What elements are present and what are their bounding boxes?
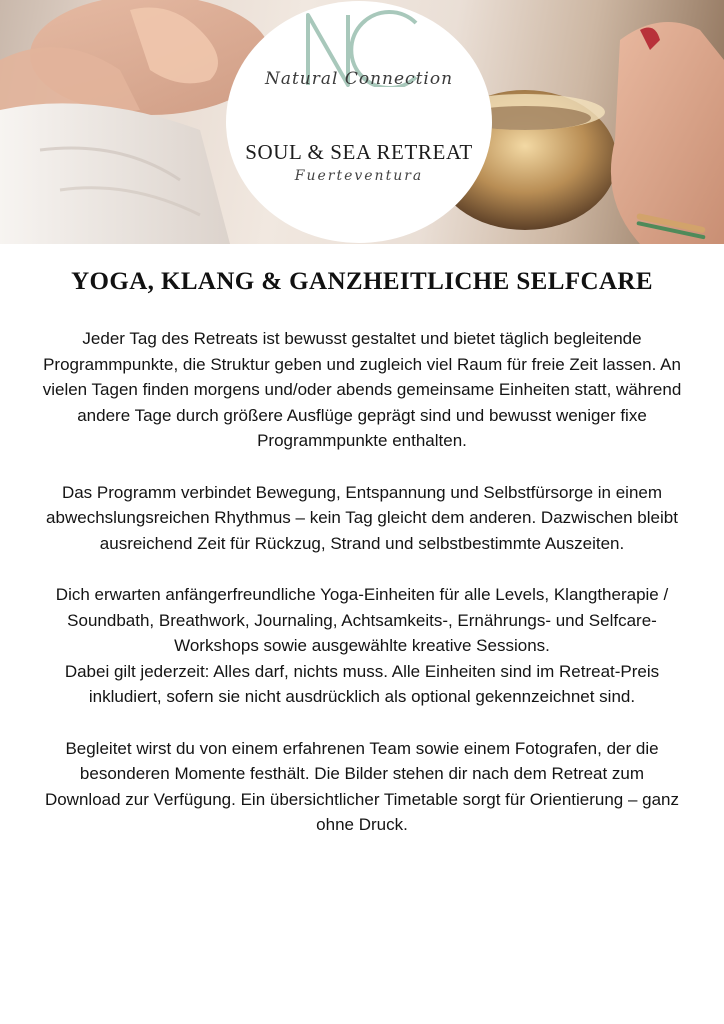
paragraph-intro: Jeder Tag des Retreats ist bewusst gestaltet und bietet täglich begleitende Programmpunkte, die Struktur geben und zugleich viel Raum für freie Zeit lassen. An vielen Tagen finden morgens und/oder abends gemeinsame Einheiten statt, während andere Tage durch größere Ausflüge geprägt sind und bewusst weniger fixe Programmpunkte enthalten. (42, 329, 682, 451)
paragraph-team: Begleitet wirst du von einem erfahrenen Team sowie einem Fotografen, der die besonderen Momente festhält. Die Bilder stehen dir nach dem Retreat zum Download zur Verfügung. Ein übersichtlicher Timetable sorgt für Orientierung – ganz ohne Druck. (44, 738, 680, 835)
logo-subtitle: Fuerteventura (294, 168, 424, 184)
paragraph-program: Das Programm verbindet Bewegung, Entspannung und Selbstfürsorge in einem abwechslungsreichen Rhythmus – kein Tag gleicht dem anderen. Dazwischen bleibt ausreichend Zeit für Rückzug, Strand und selbstbestimmte Auszeiten. (46, 482, 678, 553)
body-text (40, 326, 684, 863)
paragraph-rules: Dabei gilt jederzeit: Alles darf, nichts muss. Alle Einheiten sind im Retreat-Preis inkludiert, sofern sie nicht ausdrücklich als optional gekennzeichnet sind. (64, 661, 660, 707)
paragraph-offerings: Dich erwarten anfängerfreundliche Yoga-Einheiten für alle Levels, Klangtherapie / Soundbath, Breathwork, Journaling, Achtsamkeits-, Ernährungs- und Selfcare-Workshops sowie ausgewählte kreative Sessions. (55, 584, 669, 656)
logo-script-text: Natural Connection (264, 69, 454, 89)
header-photo (0, 0, 724, 244)
brand-logo (226, 1, 492, 243)
page-heading: YOGA, KLANG & GANZHEITLICHE SELFCARE (71, 268, 653, 295)
logo-title: SOUL & SEA RETREAT (245, 140, 473, 164)
